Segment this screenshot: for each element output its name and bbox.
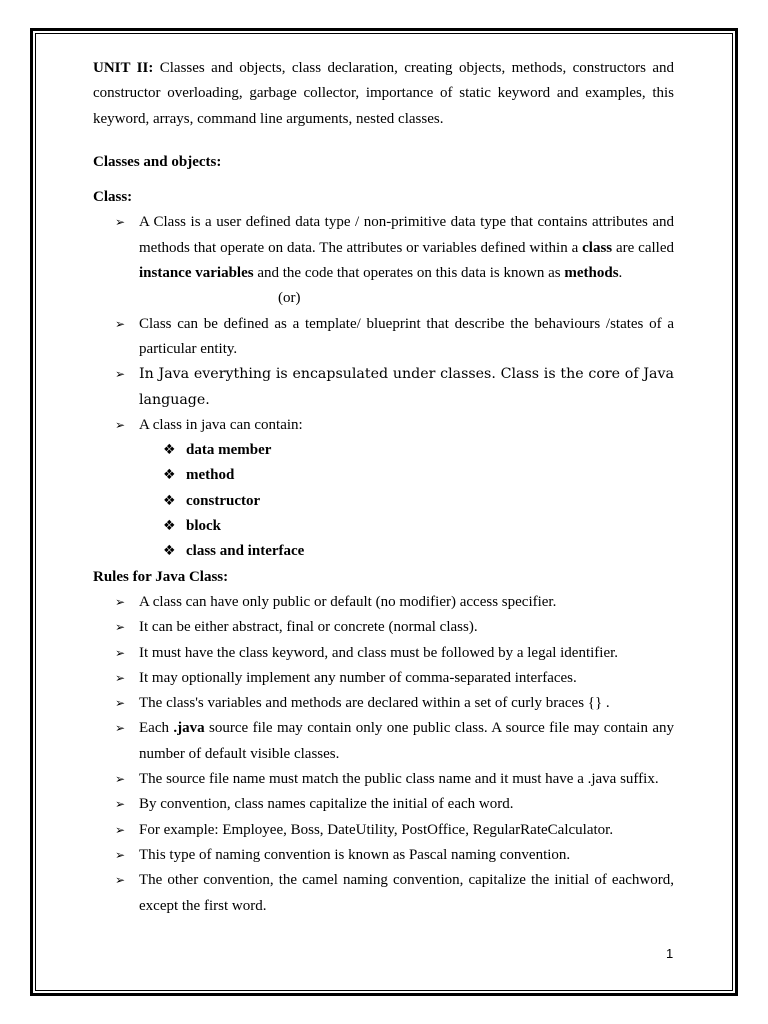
arrow-bullet-icon: ➢ xyxy=(115,215,126,230)
sub-list-item: ❖ data member xyxy=(93,438,674,463)
diamond-bullet-icon: ❖ xyxy=(163,467,176,484)
arrow-bullet-icon: ➢ xyxy=(115,645,126,660)
list-item: ➢ This type of naming convention is known as Pascal naming convention. xyxy=(93,843,674,868)
arrow-bullet-icon: ➢ xyxy=(115,594,126,609)
list-item: ➢ It must have the class keyword, and class must be followed by a legal identifier. xyxy=(93,641,674,666)
list-item: ➢ The other convention, the camel naming convention, capitalize the initial of eachword, except the first word. xyxy=(93,868,674,919)
list-item: ➢ A Class is a user defined data type / non-primitive data type that contains attributes and methods that operate on data. The attributes or variables defined within a class are called instance variables and the code that operates on this data is known as methods. xyxy=(93,210,674,286)
page-number: 1 xyxy=(666,946,674,961)
sub-list-item: ❖ method xyxy=(93,463,674,488)
diamond-bullet-icon: ❖ xyxy=(163,518,176,535)
list-item: ➢ A class can have only public or default (no modifier) access specifier. xyxy=(93,590,674,615)
diamond-bullet-icon: ❖ xyxy=(163,492,176,509)
list-item: ➢ The class's variables and methods are declared within a set of curly braces {} . xyxy=(93,691,674,716)
arrow-bullet-icon: ➢ xyxy=(115,873,126,888)
or-separator: (or) xyxy=(278,290,301,307)
sub-list-item: ❖ block xyxy=(93,514,674,539)
rules-heading: Rules for Java Class: xyxy=(93,568,229,585)
list-item: ➢ It may optionally implement any number of comma-separated interfaces. xyxy=(93,666,674,691)
list-item: ➢ For example: Employee, Boss, DateUtility, PostOffice, RegularRateCalculator. xyxy=(93,818,674,843)
arrow-bullet-icon: ➢ xyxy=(115,721,126,736)
unit-topics: Classes and objects, class declaration, creating objects, methods, constructors and constructor overloading, garbage collector, importance of static keyword and examples, this keyword, arrays, command line arguments, nested classes. xyxy=(93,60,675,127)
arrow-bullet-icon: ➢ xyxy=(115,620,126,635)
list-item: ➢ In Java everything is encapsulated under classes. Class is the core of Java language. xyxy=(93,362,674,413)
list-item: ➢ The source file name must match the public class name and it must have a .java suffix. xyxy=(93,767,674,792)
unit-intro xyxy=(93,56,674,132)
diamond-bullet-icon: ❖ xyxy=(163,543,176,560)
list-item: ➢ A class in java can contain: xyxy=(93,413,674,438)
list-item: ➢ It can be either abstract, final or concrete (normal class). xyxy=(93,615,674,640)
sub-list-item: ❖ class and interface xyxy=(93,539,674,564)
arrow-bullet-icon: ➢ xyxy=(115,772,126,787)
arrow-bullet-icon: ➢ xyxy=(115,367,126,382)
arrow-bullet-icon: ➢ xyxy=(115,696,126,711)
class-heading: Class: xyxy=(93,189,133,206)
arrow-bullet-icon: ➢ xyxy=(115,797,126,812)
arrow-bullet-icon: ➢ xyxy=(115,847,126,862)
arrow-bullet-icon: ➢ xyxy=(115,417,126,432)
document-body xyxy=(93,56,674,919)
list-item: ➢ Class can be defined as a template/ blueprint that describe the behaviours /states of a particular entity. xyxy=(93,312,674,363)
section-heading: Classes and objects: xyxy=(93,153,222,170)
arrow-bullet-icon: ➢ xyxy=(115,670,126,685)
list-item: ➢ By convention, class names capitalize the initial of each word. xyxy=(93,792,674,817)
diamond-bullet-icon: ❖ xyxy=(163,442,176,459)
unit-label: UNIT II: xyxy=(93,60,154,76)
arrow-bullet-icon: ➢ xyxy=(115,316,126,331)
sub-list-item: ❖ constructor xyxy=(93,489,674,514)
list-item: ➢ Each .java source file may contain only one public class. A source file may contain any number of default visible classes. xyxy=(93,716,674,767)
arrow-bullet-icon: ➢ xyxy=(115,822,126,837)
